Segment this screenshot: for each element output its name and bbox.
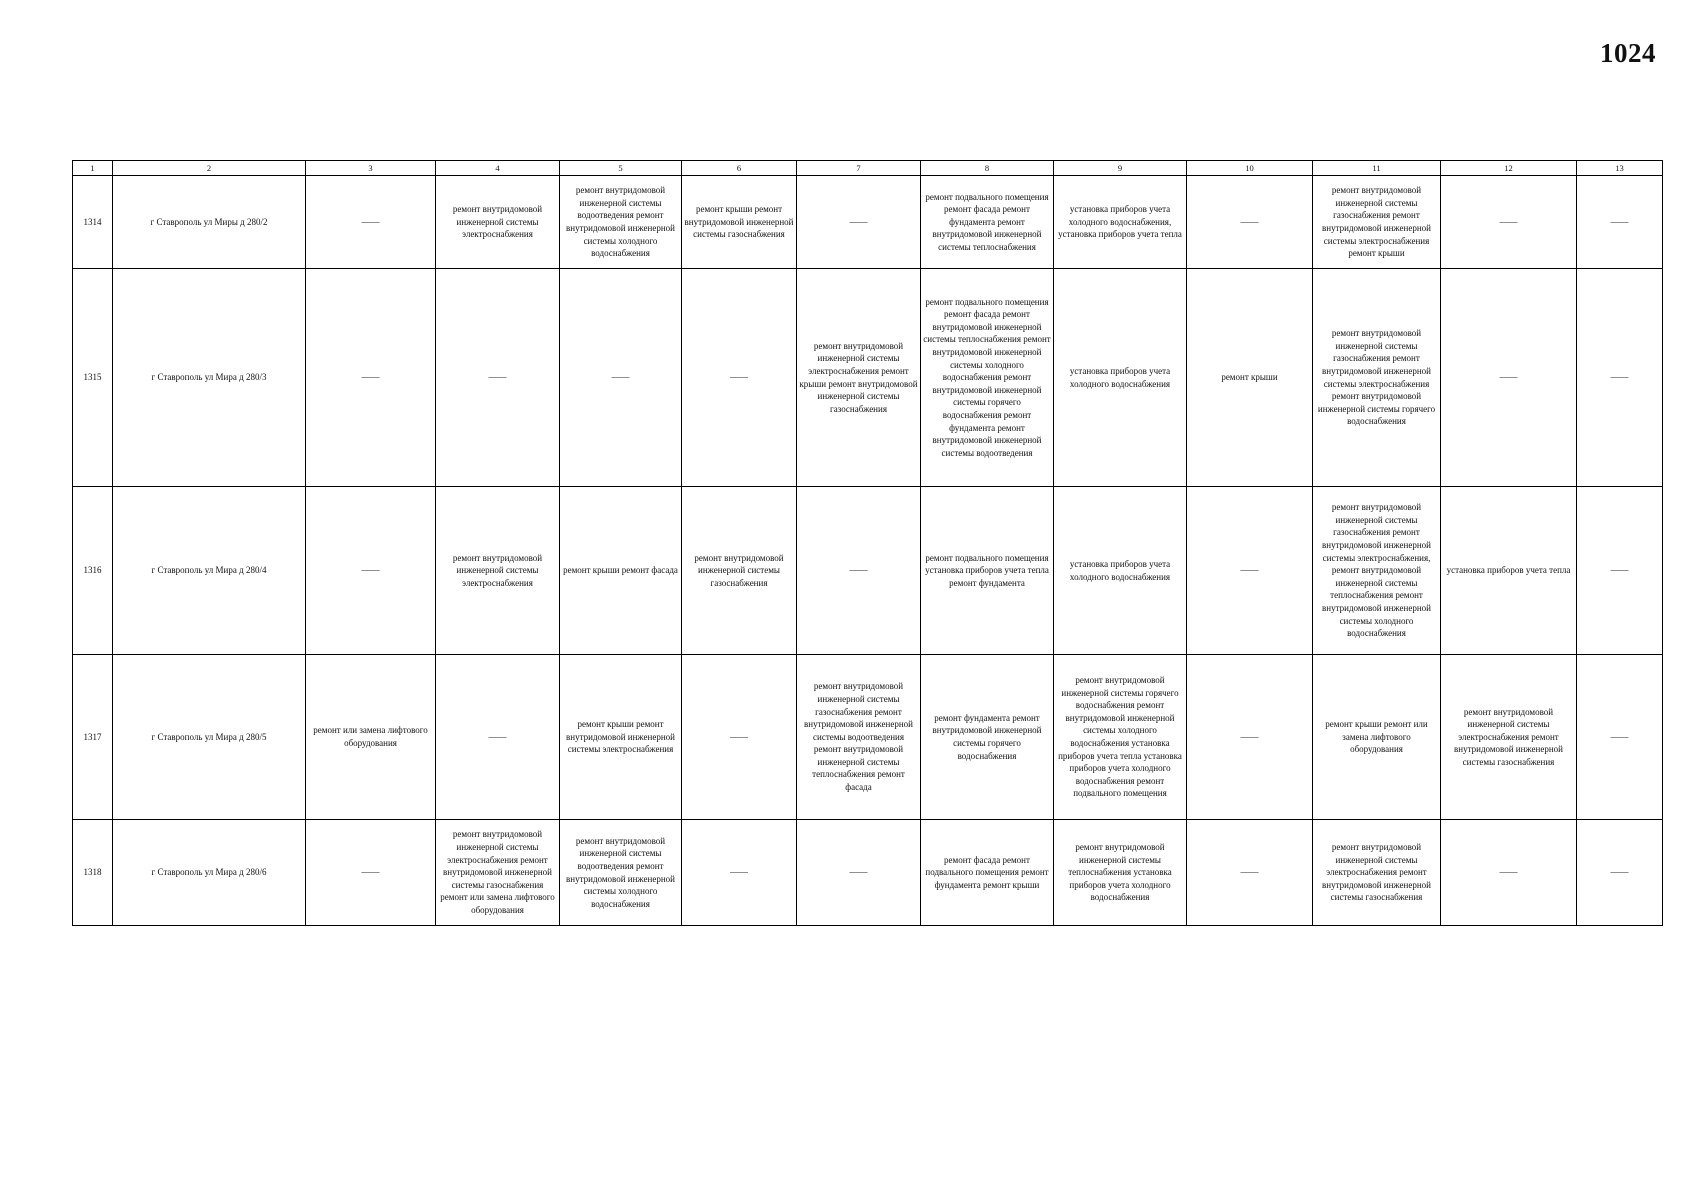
table-cell: ремонт внутридомовой инженерной системы газоснабжения ремонт внутридомовой инженерной системы электроснабжения ремонт внутридомовой инженерной системы горячего водоснабжения — [1313, 269, 1441, 487]
table-cell: —— — [1187, 820, 1313, 926]
column-header: 7 — [797, 161, 921, 176]
table-cell: установка приборов учета холодного водоснабжения — [1054, 487, 1187, 655]
table-row — [73, 820, 1663, 926]
column-header: 11 — [1313, 161, 1441, 176]
address-cell: г Ставрополь ул Миры д 280/2 — [113, 176, 306, 269]
row-number: 1318 — [73, 820, 113, 926]
table-cell: ремонт внутридомовой инженерной системы газоснабжения ремонт внутридомовой инженерной системы водоотведения ремонт внутридомовой инженерной системы теплоснабжения ремонт фасада — [797, 655, 921, 820]
repair-works-table — [72, 160, 1663, 926]
column-header: 9 — [1054, 161, 1187, 176]
table-cell: —— — [1441, 820, 1577, 926]
table-cell: —— — [1441, 269, 1577, 487]
column-header: 1 — [73, 161, 113, 176]
table-cell: —— — [1577, 820, 1663, 926]
table-cell: —— — [306, 176, 436, 269]
table-cell: —— — [306, 269, 436, 487]
table-cell: ремонт внутридомовой инженерной системы электроснабжения ремонт внутридомовой инженерной системы газоснабжения — [1441, 655, 1577, 820]
table-cell: ремонт внутридомовой инженерной системы электроснабжения ремонт крыши ремонт внутридомовой инженерной системы газоснабжения — [797, 269, 921, 487]
table-cell: ремонт внутридомовой инженерной системы водоотведения ремонт внутридомовой инженерной системы холодного водоснабжения — [560, 820, 682, 926]
table-cell: —— — [1187, 655, 1313, 820]
table-cell: ремонт крыши ремонт внутридомовой инженерной системы электроснабжения — [560, 655, 682, 820]
table-row — [73, 487, 1663, 655]
address-cell: г Ставрополь ул Мира д 280/3 — [113, 269, 306, 487]
table-cell: ремонт внутридомовой инженерной системы газоснабжения ремонт внутридомовой инженерной системы электроснабжения, ремонт внутридомовой инженерной системы теплоснабжения ремонт внутридомовой инженерной системы холодного водоснабжения — [1313, 487, 1441, 655]
table-row — [73, 269, 1663, 487]
table-cell: ремонт внутридомовой инженерной системы водоотведения ремонт внутридомовой инженерной системы холодного водоснабжения — [560, 176, 682, 269]
row-number: 1317 — [73, 655, 113, 820]
column-header: 6 — [682, 161, 797, 176]
table-cell: ремонт подвального помещения ремонт фасада ремонт фундамента ремонт внутридомовой инженерной системы теплоснабжения — [921, 176, 1054, 269]
address-cell: г Ставрополь ул Мира д 280/4 — [113, 487, 306, 655]
table-cell: —— — [560, 269, 682, 487]
table-cell: —— — [306, 820, 436, 926]
table-cell: ремонт крыши ремонт фасада — [560, 487, 682, 655]
row-number: 1315 — [73, 269, 113, 487]
table-cell: —— — [682, 655, 797, 820]
table-cell: —— — [797, 820, 921, 926]
table-cell: ремонт внутридомовой инженерной системы электроснабжения ремонт внутридомовой инженерной системы газоснабжения — [1313, 820, 1441, 926]
table-cell: —— — [1577, 176, 1663, 269]
table-cell: —— — [1577, 269, 1663, 487]
column-header: 4 — [436, 161, 560, 176]
column-header: 13 — [1577, 161, 1663, 176]
page-number: 1024 — [1600, 38, 1656, 68]
column-header: 12 — [1441, 161, 1577, 176]
table-cell: ремонт крыши — [1187, 269, 1313, 487]
table-cell: ремонт подвального помещения установка приборов учета тепла ремонт фундамента — [921, 487, 1054, 655]
table-cell: ремонт внутридомовой инженерной системы газоснабжения — [682, 487, 797, 655]
column-header: 5 — [560, 161, 682, 176]
table-cell: установка приборов учета холодного водоснабжения, установка приборов учета тепла — [1054, 176, 1187, 269]
table-cell: —— — [1187, 176, 1313, 269]
table-cell: ремонт внутридомовой инженерной системы электроснабжения — [436, 176, 560, 269]
table-cell: ремонт внутридомовой инженерной системы газоснабжения ремонт внутридомовой инженерной системы электроснабжения ремонт крыши — [1313, 176, 1441, 269]
table-row — [73, 655, 1663, 820]
table-cell: —— — [797, 176, 921, 269]
table-cell: —— — [436, 269, 560, 487]
row-number: 1314 — [73, 176, 113, 269]
column-header: 2 — [113, 161, 306, 176]
table-cell: ремонт подвального помещения ремонт фасада ремонт внутридомовой инженерной системы теплоснабжения ремонт внутридомовой инженерной системы холодного водоснабжения ремонт внутридомовой инженерной системы горячего водоснабжения ремонт фундамента ремонт внутридомовой инженерной системы водоотведения — [921, 269, 1054, 487]
table-cell: —— — [682, 820, 797, 926]
table-cell: —— — [1577, 655, 1663, 820]
table-cell: ремонт внутридомовой инженерной системы электроснабжения ремонт внутридомовой инженерной системы газоснабжения ремонт или замена лифтового оборудования — [436, 820, 560, 926]
table-cell: установка приборов учета тепла — [1441, 487, 1577, 655]
address-cell: г Ставрополь ул Мира д 280/5 — [113, 655, 306, 820]
table-cell: ремонт фундамента ремонт внутридомовой инженерной системы горячего водоснабжения — [921, 655, 1054, 820]
column-header: 10 — [1187, 161, 1313, 176]
table-cell: установка приборов учета холодного водоснабжения — [1054, 269, 1187, 487]
table-cell: ремонт крыши ремонт или замена лифтового оборудования — [1313, 655, 1441, 820]
table-cell: ремонт фасада ремонт подвального помещения ремонт фундамента ремонт крыши — [921, 820, 1054, 926]
table-cell: —— — [436, 655, 560, 820]
table-cell: —— — [1577, 487, 1663, 655]
column-header: 8 — [921, 161, 1054, 176]
row-number: 1316 — [73, 487, 113, 655]
table-cell: ремонт внутридомовой инженерной системы теплоснабжения установка приборов учета холодного водоснабжения — [1054, 820, 1187, 926]
table-cell: —— — [1187, 487, 1313, 655]
header-row — [73, 161, 1663, 176]
table-cell: ремонт или замена лифтового оборудования — [306, 655, 436, 820]
address-cell: г Ставрополь ул Мира д 280/6 — [113, 820, 306, 926]
table-cell: —— — [1441, 176, 1577, 269]
table-row — [73, 176, 1663, 269]
table-cell: —— — [797, 487, 921, 655]
table-cell: —— — [682, 269, 797, 487]
table-cell: ремонт внутридомовой инженерной системы электроснабжения — [436, 487, 560, 655]
column-header: 3 — [306, 161, 436, 176]
table-cell: ремонт внутридомовой инженерной системы горячего водоснабжения ремонт внутридомовой инженерной системы холодного водоснабжения установка приборов учета тепла установка приборов учета холодного водоснабжения ремонт подвального помещения — [1054, 655, 1187, 820]
table-cell: —— — [306, 487, 436, 655]
table-cell: ремонт крыши ремонт внутридомовой инженерной системы газоснабжения — [682, 176, 797, 269]
